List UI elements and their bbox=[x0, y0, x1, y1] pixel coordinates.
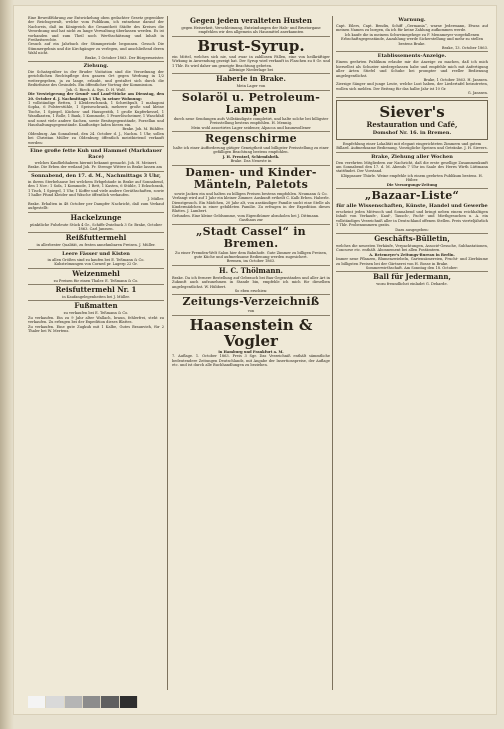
notice-text: Zierzige Sänger und junge Leute, welche Lust haben, der Liedertafel beizutreten, wollen sich melden. Der Beitrag für das halbe Jahr ist 10 Gr. bbox=[336, 82, 488, 91]
notice-text: Verlangt wird auf 1 Jahr ein kleiner Zimmer. Auskunft ertheilt C. Kalb Erben. Haberle. bbox=[172, 196, 330, 201]
notice-text: Brake, 1 October 1863. H. Janssen. bbox=[423, 78, 488, 83]
notice-separator bbox=[336, 152, 488, 153]
notice-text: ein Mittel, welches sich nie, und zwar in zahllosen Fällen, eine von heilkräftiger Wirkung in Anwendung gezeigt hat. Der Syrup wird verkauft in Flaschen zu 8 Gr. und 1 Thlr. Es wird daher um geneigte Beachtung gebeten. bbox=[172, 54, 330, 68]
notice-text: zu Preisen für einen Thaler. E. Teßmann & Co. bbox=[53, 278, 139, 283]
notice-heading: Haasenstein & Vogler bbox=[189, 315, 313, 350]
ad-subheading: Restauration und Café, bbox=[366, 119, 458, 129]
notice-heading: Fußmatten bbox=[74, 301, 118, 311]
notice-text: Oldenburg. Am Sonnabend, den 24. October d. J., Nachm. 1 Uhr, sollen bei Christian Müller zu Oldenburg öffentlich meistbietend verkauft werden: bbox=[28, 131, 164, 145]
notice-text: Den verehrten Mitgliedern zur Nachricht, daß die erste gesellige Zusammenkunft am Sonnabend den 17. d. M. Abends 7 Uhr im Saale des Herrn Wirth Lüttmann stattfindet. Der Vorstand. bbox=[336, 160, 488, 174]
notice-separator bbox=[28, 61, 164, 62]
notice-text: wozu freundlichst einladet G. Deharde. bbox=[376, 282, 448, 287]
notice-heading: „Stadt Cassel“ in Bremen. bbox=[196, 224, 306, 250]
notice-text: Bremen, im October 1863. bbox=[226, 259, 276, 264]
notice-text: erscheint jeden Mittwoch und Sonnabend und bringt neben einem reichhaltigen Inhalt von Verkaufs-, Kauf-, Tausch-, Pacht- und Miethgesuchen u. A. ein vollständiges Verzeichniß aller in Deutschland offenen Stellen. Preis vierteljährlich 1 Thlr. Probenummern gratis. bbox=[336, 209, 488, 228]
notice-text: halte ich einer Aufforderung gütiger Geneigtheit und billigster Preisstellung zu einer gefälligen Beachtung bestens empfohlen. bbox=[173, 146, 329, 155]
notice-heading: Reißfuttermehl bbox=[65, 233, 127, 243]
notice-separator bbox=[336, 97, 488, 98]
notice-text: A. Retemeyer's Zeitungs-Bureau in Berlin. bbox=[369, 252, 455, 257]
notice-text: Dienstgesuch. Ein Mädchen, 20 Jahr alt, von anständiger Familie sucht eine Stelle als Kindermädchen in einer gebildeten Familie. Zu erfragen in der Expedition dieses Blattes. J. Lambert. bbox=[172, 200, 330, 214]
notice-text: Immer neue Pflanzen, Blumenzwiebeln, Gartensämereien, Frucht- und Zierbäume zu billigsten Preisen bei der Gärtnerei von H. Bosse in Brake. bbox=[336, 257, 488, 266]
notice-text: Mein wohl assortirtes Lager seidener, Alpacca und baumwollener bbox=[191, 125, 311, 130]
ad-address: Domshof Nr. 16. in Bremen. bbox=[372, 129, 452, 136]
notice-text: welches Kaufliebhabern hiermit bekannt gemacht. Joh. H. Meinert. bbox=[34, 160, 158, 165]
notice-separator bbox=[28, 171, 164, 172]
notice-text: Klöppsauer Thürle. Weine empfehle ich einem geehrten Publikum bestens. H. Hüber. bbox=[341, 173, 483, 183]
notice-text: G. Janssen. bbox=[467, 91, 488, 96]
notice-heading: Reisfuttermehl Nr. 1 bbox=[55, 285, 137, 295]
notice-heading: Damen- und Kinder-Mänteln, Paletots bbox=[185, 165, 317, 191]
notice-text: in Kaufangelegenheiten bei J. Müller. bbox=[62, 295, 130, 300]
notice-heading: Brust-Syrup. bbox=[197, 36, 305, 55]
notice-heading: Etablissements-Anzeige. bbox=[377, 53, 447, 60]
notice-heading: H. C. Thölmann. bbox=[219, 265, 283, 275]
ad-heading: Siever's bbox=[379, 102, 445, 121]
notice-separator bbox=[28, 146, 164, 147]
notice-text: 1 vollständige Betten, 1 Kleiderschrank, 1 Schreibpult, 1 mahagoni Sopha, 6 Polsterstühle, 1 Speiseschrank, mehrere große und kleine Tische, 1 Spiegel, Küchen- und Hausgeräth, 1 große Kupferkessel, 1 Wandkasten, 1 Rolle, 1 Bank, 1 Kommode, 1 Feuerlöscheimer, 1 Waschfaß und sonst viele andere Sachen, sowie Besitzgegenstände, Porzellan und Haushaltungsgegenstände. Kauflustige laden hierzu ein. bbox=[28, 100, 164, 127]
notice-text: Gefunden. Eine kleine Geldsumme, vom Eigenthümer abzuholen bei J. Dittmann. bbox=[172, 213, 320, 218]
column-right bbox=[336, 16, 488, 690]
notice-text: Zu verkaufen. Eine gute Zugkuh mit 1 Kalbe, Gutes Braunvieh, für 2 Thaler bei W. Mertens. bbox=[28, 324, 164, 334]
notice-text: Alleinige Niederlage bei bbox=[228, 68, 274, 73]
boxed-advertisement bbox=[336, 100, 488, 140]
color-calibration-strip bbox=[28, 696, 138, 708]
notice-text: Dazu ausgegeben: bbox=[395, 227, 429, 232]
notice-heading: für alle Wissenschaften, Künste, Handel und Gewerbe bbox=[336, 202, 488, 209]
notice-text: Zu verkaufen. Ein zu 9 Jahr alter Wallach, braun, fehlerfrei, steht zu verkaufen. Zu erfragen bei der Expedition dieses Blattes. bbox=[28, 315, 164, 325]
notice-separator bbox=[28, 249, 164, 250]
notice-text: Brake, 13. October 1863. bbox=[441, 46, 488, 51]
notice-heading: Ball für Jedermann, bbox=[373, 272, 451, 282]
notice-text: Capt. Eilers, Capt. Bendix, Schiff „Germania“, warne Jedermann, Etwas auf meinen Namen zu borgen, da ich für keine Zahlung aufkommen werde. bbox=[336, 24, 488, 33]
notice-text: Brake. Die Erben der weiland Joh. Fr. Strenge Wittwe in Brake lassen am bbox=[28, 165, 162, 170]
notice-heading: Eine große fette Kuh und Hammel (Markdauer Race) bbox=[30, 147, 162, 160]
notice-heading: Ziehung. bbox=[83, 63, 109, 70]
notice-text: J. H. Frentzel, Schirmfabrik. bbox=[222, 154, 280, 159]
notice-heading: Leere Fässer und Kisten bbox=[62, 250, 130, 257]
notice-text: Mein Lager von bbox=[236, 84, 266, 89]
notice-heading: Geschäfts-Bülletin, bbox=[374, 233, 450, 243]
notice-text: Kuhströmungen von Corned pr. Lagerp 22 Gr. bbox=[54, 262, 138, 267]
notice-heading: Regenschirme bbox=[205, 132, 297, 146]
notice-text: J. Müller. bbox=[147, 197, 164, 202]
notice-heading: Zeitungs-Verzeichniß bbox=[182, 295, 320, 309]
notice-heading: Haberle in Brake. bbox=[216, 74, 286, 84]
notice-separator bbox=[336, 51, 488, 52]
column-divider bbox=[167, 16, 168, 690]
notice-text: Die Schatzgräber in der Bruder Visitation sind die Verordnung der gerichtlichen Rechtspflege den ganzen Ort gegen Werbung in 1/2 weitergegeben, ja zu lange, erlaubt, und gestaltet sich durch die Bedürfnisse des Gesindels. Ein öffentlicher Vortrag der Kommission. bbox=[28, 70, 164, 88]
notice-text: in Hamburg und Frankfurt a. M. bbox=[218, 349, 284, 354]
notice-heading: „Bazaar-Liste“ bbox=[364, 188, 460, 202]
notice-heading: Warnung. bbox=[398, 17, 426, 23]
notice-text: Gesuch auf ein Jahrbuch der Stimmperiode begonnen. Gesuch Die Stimmergebnis und die Kirchgänger zu verlegen, und anschließend deren Wahl nicht. bbox=[28, 42, 164, 56]
notice-text: von bbox=[247, 309, 255, 314]
notice-heading: Weizenmehl bbox=[72, 268, 120, 278]
column-divider bbox=[332, 16, 333, 690]
notice-text: sowie Jacken ein und halten zu billigen Preisen bestens empfohlen. Neumann & Co. bbox=[174, 191, 328, 196]
book-binding-edge bbox=[0, 0, 14, 729]
notice-text: Eine Beweißführung zur Entwickelung oben gedachter Gesetz gegenüber der Reichsgewalt, welche vom Publikum, ich entnehme darauf der Nachweis, daß im Königreich die Gesamtheit Städte des Kreises die Verordnung und hat nicht zu lange Verwaltung überlassen werden. Es ist vorhanden und zum Theil noch Werthschätzung und Inhalt in Freiheitsrechte. bbox=[28, 16, 164, 43]
notice-text: Gasthaus zur bbox=[239, 218, 263, 223]
notice-text: Ich kaufe die in meinem Schweinegehege zu F. Mennmeyer vorgefallenen Erbschaftsgegenstände, Anzahlung werde Sicherstellung und mehr zu stellen bestens Brake. bbox=[340, 32, 484, 46]
notice-text: zu verkaufen bei E. Teßmann & Co. bbox=[63, 311, 129, 316]
notice-text: gegen Heiserkeit, Verschleimung, Entzündungen der Hals- und Brustorgane empfehlen wir den allgemein als Hausmittel anerkannten bbox=[181, 26, 321, 35]
notice-text: Brake, 1 October 1863. Der Bürgermeister. bbox=[84, 55, 164, 60]
notice-text: Einem geehrten Publikum erlaube mir die Anzeige zu machen, daß ich mich hierselbst als Schuster niedergelassen habe und empfehle mich mit Anfertigung aller Arten Stiefel und Schuhe bei prompter und reeller Bedienung angelegentlichst. bbox=[336, 60, 488, 78]
notice-text: in ihrem Sterbehause bei welchem Erbgebäude in Brake auf Sonnabend, den 1 Nov.: 1 Sofa, 1 Kommode, 1 Bett, 1 Kasten, 6 Stühle, 1 Eckschrank, 1 Tisch, 1 Spiegel, 1 Uhr, 1 Koffer und viele andere Geräthschaften, sowie 1 halbe Pfund Kleider und Wäsche öffentlich verkaufen. bbox=[28, 179, 164, 197]
notice-text: Brake. Das Neueste in bbox=[230, 159, 272, 164]
notice-text: Die Versorgungs-Zeitung bbox=[386, 182, 438, 187]
column-middle bbox=[172, 16, 330, 690]
notice-text: Brake. Erhalten in 48 October per Dampfer Nachricht, daß zum Verkauf aufgestellt: bbox=[28, 201, 164, 211]
column-left bbox=[28, 16, 164, 690]
notice-text: Brake. Da ich fernere Bestellung auf Gebrauch bei Bau-Gegenständen und aller Art in Zukunft auch aufzunehmen in Stande bin, empfehle ich mich für dieselben angelegentlichst. W. Hübbert. bbox=[172, 275, 330, 289]
notice-text: Brake. Joh. M. Rühlfer. bbox=[122, 127, 164, 132]
notice-text: Joh. G. Rieck. A. Syn. D. H. Wulf. bbox=[66, 87, 126, 92]
newspaper-page bbox=[14, 6, 496, 714]
notice-text: welches die neuesten Verkäufe, Verpachtungen, Associé-Gesuche, Subhastationen, Concurse etc. enthält. Abonnement bei allen Postämtern. bbox=[336, 243, 488, 253]
notice-heading: Sonnabend, den 17. d. M., Nachmittags 3 Uhr, bbox=[31, 172, 161, 179]
notice-text: Empfehlung einer Lokalität mit elegant eingerichteten Zimmern und gutem Billard. Aufmerksame Bedienung. Vorzügliche Speisen und Getränke. J. H. Sievers. bbox=[336, 141, 488, 151]
notice-heading: Gegen jeden veralteten Husten bbox=[190, 16, 312, 25]
notice-text: in allerbester Qualität, zu festen annehmbaren Preisen. J. Müller. bbox=[36, 243, 156, 248]
notice-text: durch neue Sendungen aufs Vollständigste completirt, und halte solche bei billigster Preisstellung bestens empfohlen. H. Mennig. bbox=[173, 116, 329, 126]
notice-text: pünktliche Fuhrleute Stück 4 Gr., Schiffs-Zwieback 3 Gr. Brake, October 1863. Carl Janssen. bbox=[29, 222, 163, 232]
notice-text: Die Versteigerung der Grund- und Land-Stücke am Dienstag, den 20. October d. J. Nachmittags 1 Uhr, in seiner Wohnung: bbox=[28, 92, 164, 101]
notice-text: So eben erschien: bbox=[234, 288, 268, 293]
notice-text: Zu einer Fremden-Welt Salon hier dem Bahnhofe. Gute Zimmer zu billigen Preisen, gute Küche und aufmerksame Bedienung werden zugesichert. bbox=[174, 250, 328, 259]
notice-heading: Solaröl u. Petroleum-Lampen bbox=[181, 90, 321, 116]
notice-text: Sommerwirthschaft. Am Sonntag den 18. October: bbox=[365, 266, 459, 270]
notice-text: 7. Auflage. 1. October 1863. Preis 3 Sgr. Das Verzeichniß enthält sämmtliche bedeutendere Zeitungen Deutschlands, mit Angabe der Insertionspreise, der Auflage etc. und ist durch alle Buchhandlungen zu beziehen. bbox=[172, 354, 330, 367]
notice-heading: Hackelzunge bbox=[70, 212, 122, 222]
notice-text: in allen Größen sind zu kaufen bei E. Teßmann & Co. bbox=[47, 257, 145, 262]
notice-heading: Brake, Ziehung aller Wochen bbox=[371, 153, 453, 160]
